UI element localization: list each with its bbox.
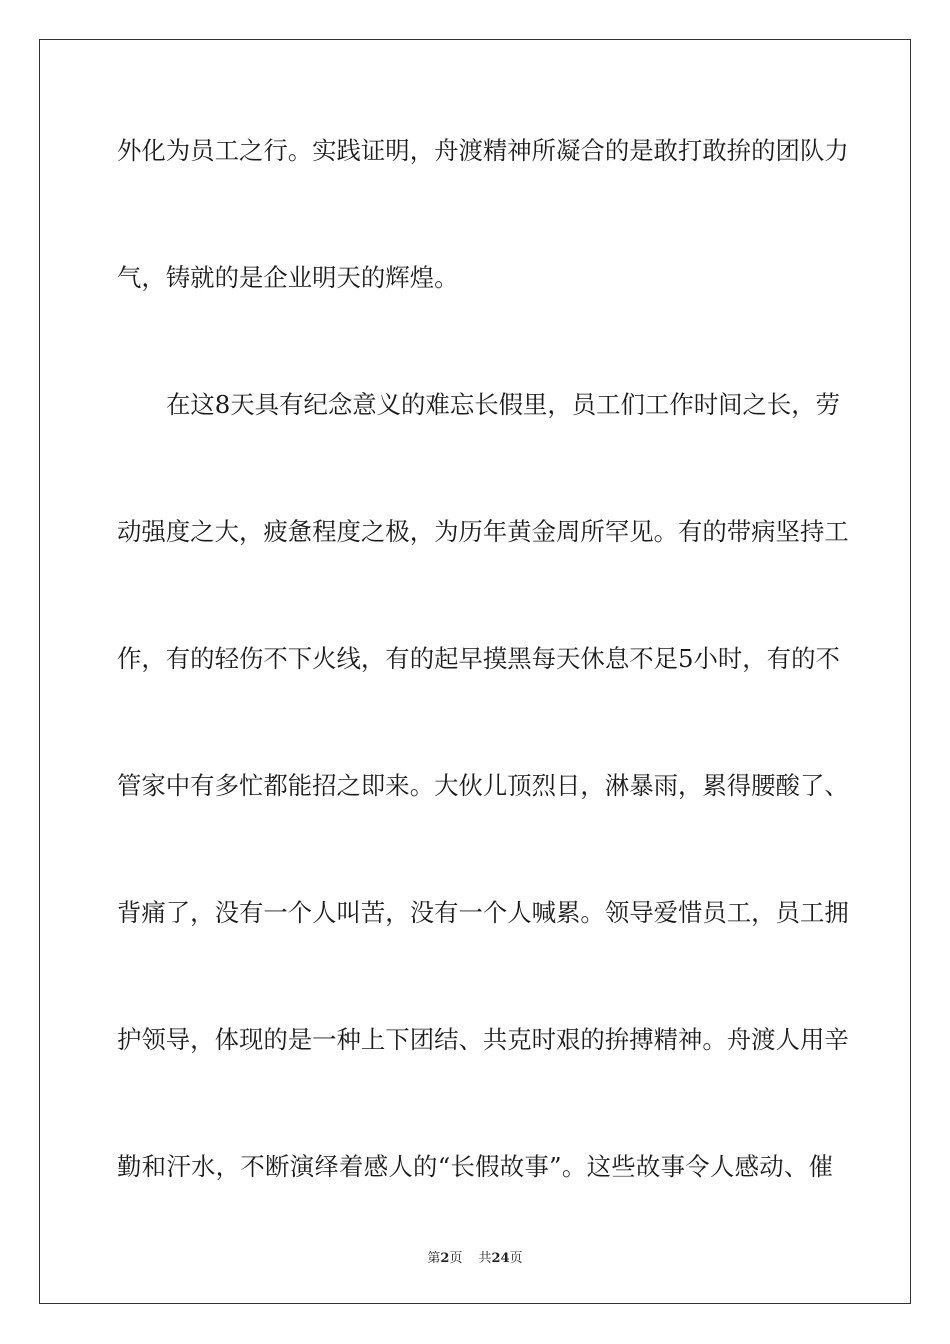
total-suffix: 页 <box>509 1251 523 1266</box>
paragraph-line: 管家中有多忙都能招之即来。大伙儿顶烈日，淋暴雨，累得腰酸了、 <box>117 771 849 800</box>
total-prefix: 共 <box>478 1251 492 1266</box>
paragraph-line: 勤和汗水，不断演绎着感人的“长假故事”。这些故事令人感动、催 <box>117 1152 833 1181</box>
page-footer <box>0 1247 950 1266</box>
page-prefix: 第 <box>427 1251 441 1266</box>
paragraph-line: 在这8天具有纪念意义的难忘长假里，员工们工作时间之长，劳 <box>166 390 841 419</box>
paragraph-line: 背痛了，没有一个人叫苦，没有一个人喊累。领导爱惜员工，员工拥 <box>117 898 849 927</box>
paragraph-line: 作，有的轻伤不下火线，有的起早摸黑每天休息不足5小时，有的不 <box>117 644 840 673</box>
total-page-count: 24 <box>491 1251 510 1266</box>
current-page-number: 2 <box>440 1251 450 1266</box>
paragraph-line: 护领导，体现的是一种上下团结、共克时艰的拚搏精神。舟渡人用辛 <box>117 1025 849 1054</box>
page-suffix: 页 <box>449 1251 463 1266</box>
paragraph-line: 外化为员工之行。实践证明，舟渡精神所凝合的是敢打敢拚的团队力 <box>117 136 849 165</box>
body-text <box>117 118 849 1261</box>
paragraph-line: 动强度之大，疲惫程度之极，为历年黄金周所罕见。有的带病坚持工 <box>117 517 849 546</box>
paragraph-line: 气，铸就的是企业明天的辉煌。 <box>117 263 459 292</box>
